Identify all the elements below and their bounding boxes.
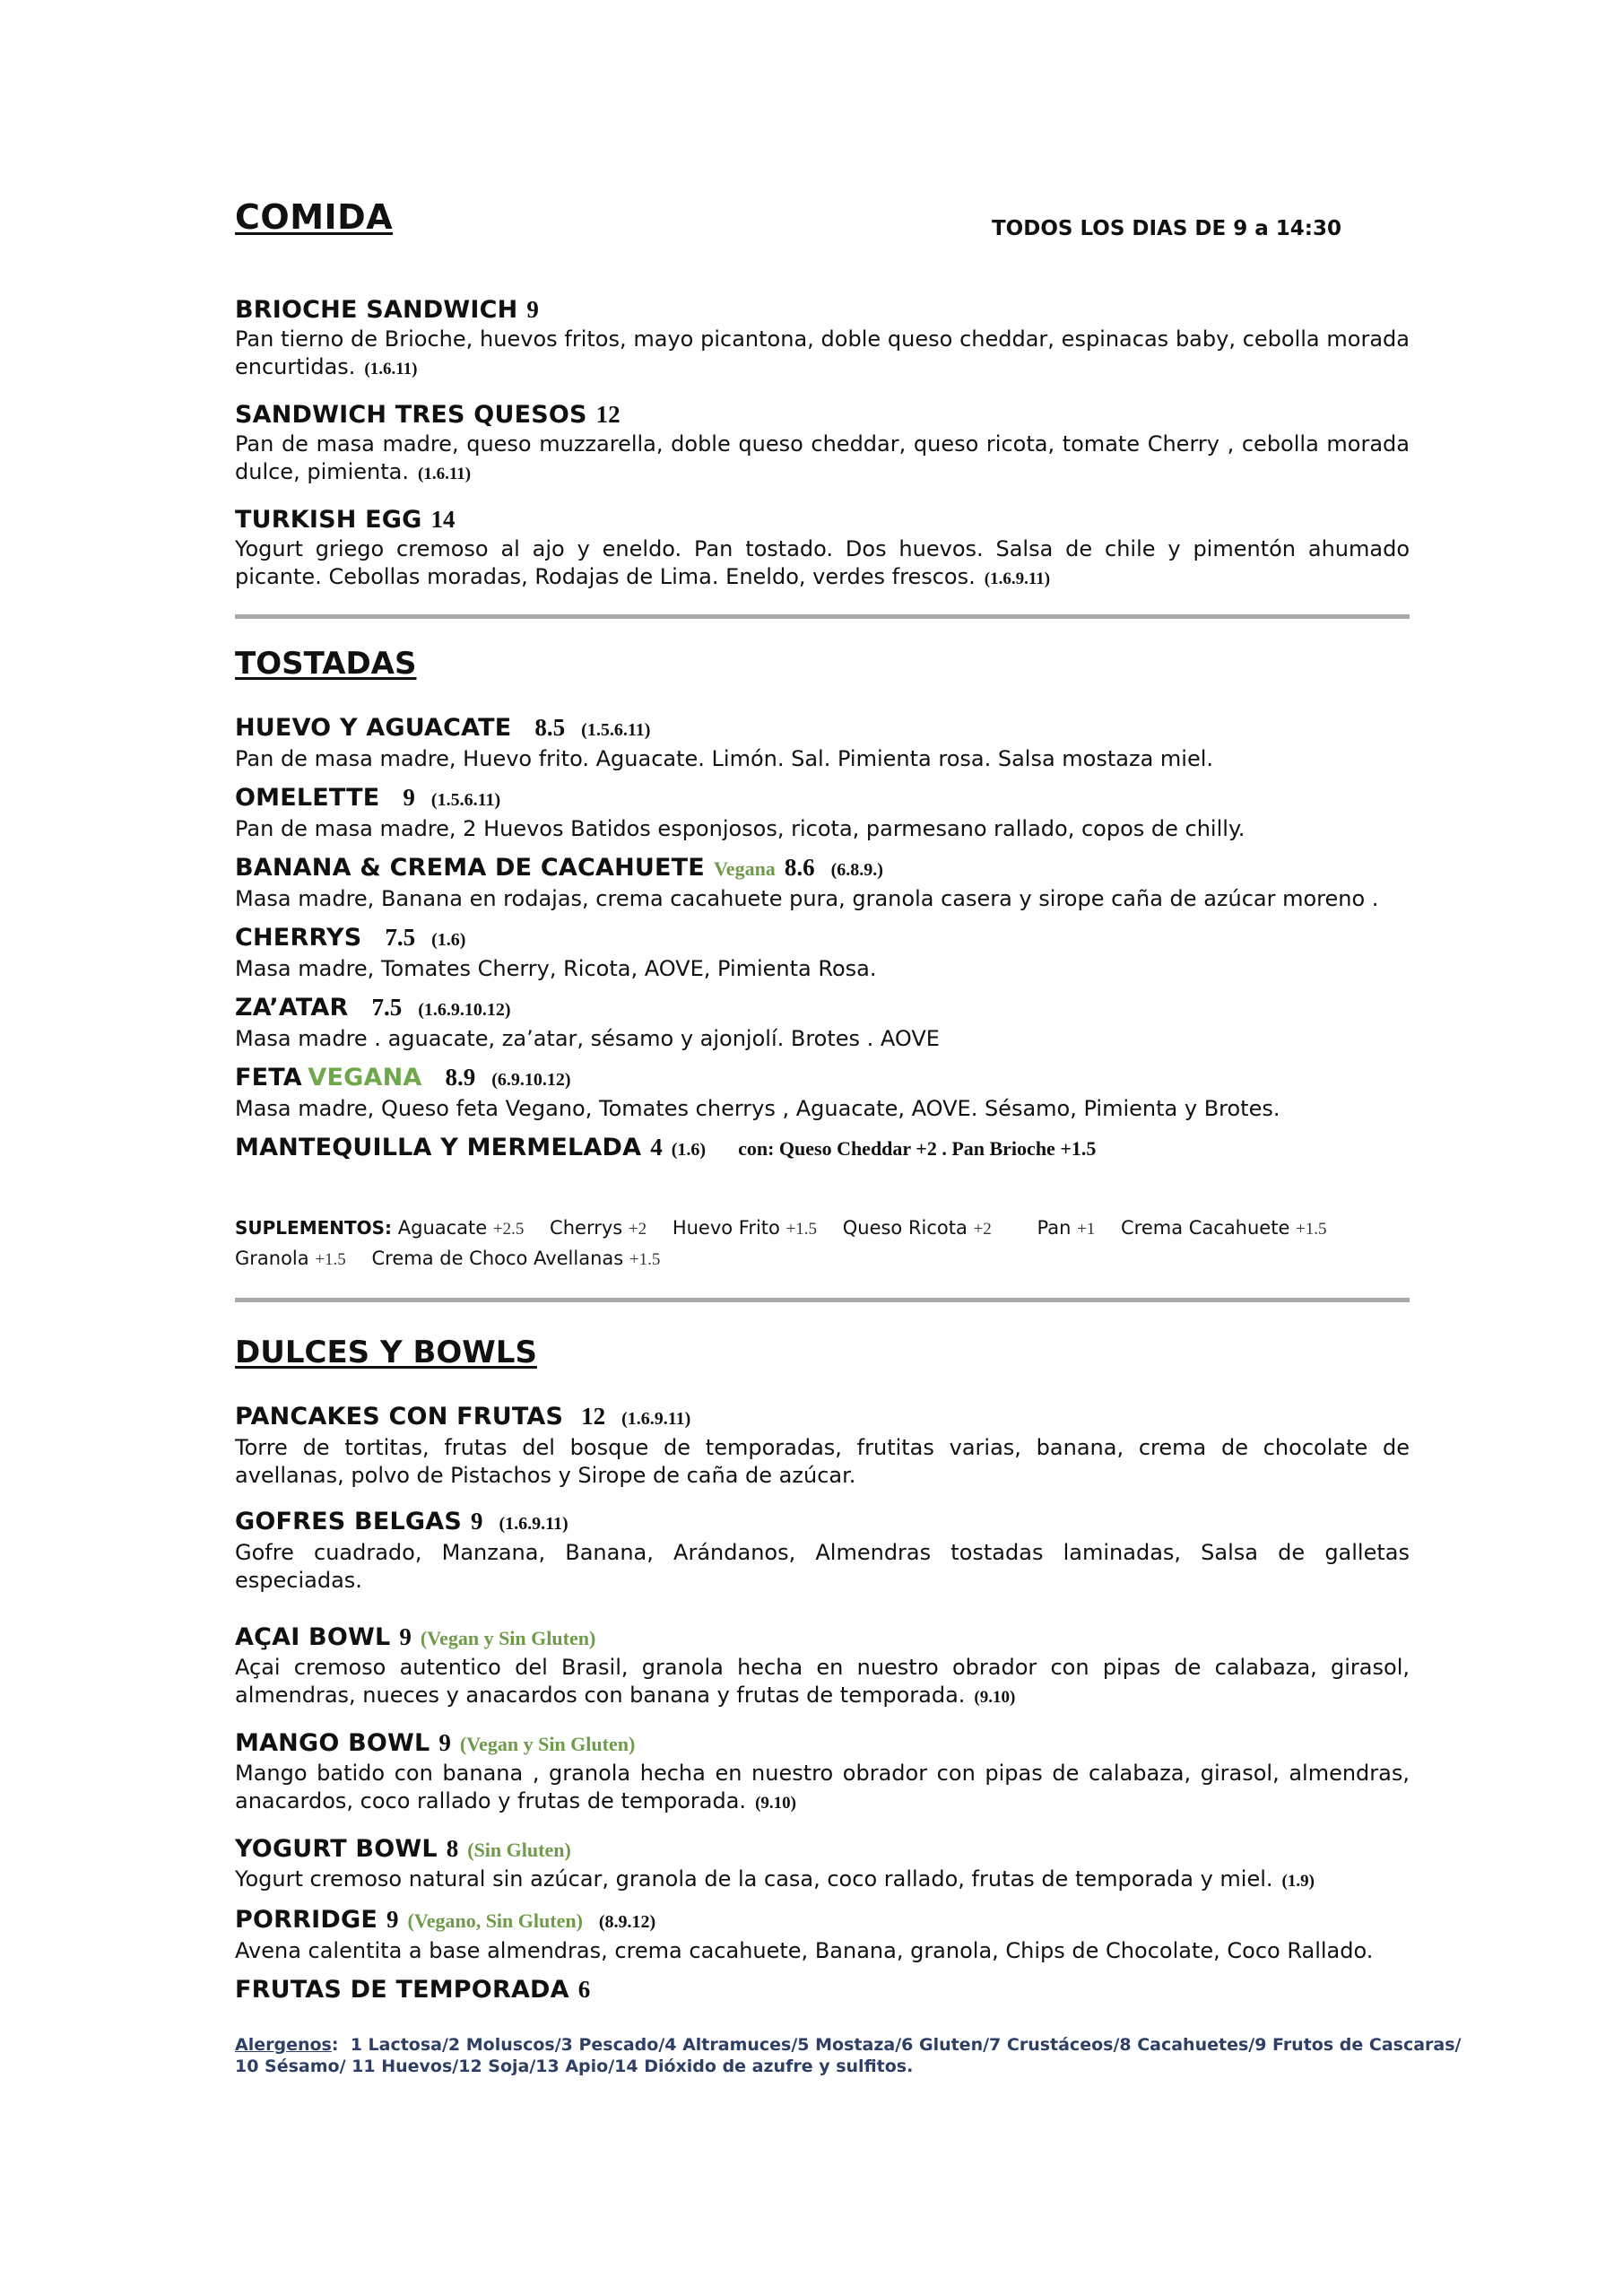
item-allergens: (1.5.6.11) (581, 720, 651, 740)
item-description: Masa madre, Queso feta Vegano, Tomates cherrys , Aguacate, AOVE. Sésamo, Pimienta y Brotes. (235, 1096, 1280, 1121)
menu-item-banana-cacahuete (235, 852, 1410, 913)
diet-tag: (Vegano, Sin Gluten) (407, 1909, 583, 1932)
schedule-text: TODOS LOS DIAS DE 9 a 14:30 (991, 217, 1341, 240)
suplemento-name: Crema de Choco Avellanas (371, 1248, 624, 1269)
item-name: SANDWICH TRES QUESOS (235, 401, 587, 429)
menu-item-feta-vegana (235, 1062, 1410, 1123)
menu-item-mantequilla (235, 1132, 1410, 1165)
item-price: 6 (577, 1976, 591, 2003)
item-description: Masa madre, Tomates Cherry, Ricota, AOVE, Pimienta Rosa. (235, 956, 877, 981)
item-description: Açai cremoso autentico del Brasil, granola hecha en nuestro obrador con pipas de calabaza, girasol, almendras, nueces y anacardos con banana y frutas de temporada. (235, 1655, 1410, 1708)
menu-item-turkish-egg (235, 504, 1410, 593)
allergen-legend-text: 1 Lactosa/2 Moluscos/3 Pescado/4 Altramuces/5 Mostaza/6 Gluten/7 Crustáceos/8 Cacahuetes/9 Frutos de Cascaras/ 10 Sésamo/ 11 Huevos/12 Soja/13 Apio/14 Dióxido de azufre y sulfitos. (235, 2035, 1462, 2076)
item-allergens: (1.6.11) (364, 360, 418, 378)
section-divider (235, 614, 1410, 619)
section-title-comida: COMIDA (235, 197, 394, 237)
suplemento-name: Pan (1037, 1217, 1072, 1239)
item-allergens: (1.6) (671, 1140, 707, 1160)
menu-item-zaatar (235, 992, 1410, 1053)
item-name: BRIOCHE SANDWICH (235, 296, 518, 324)
item-allergens: (1.6) (431, 930, 466, 950)
item-price: 8.5 (534, 714, 566, 741)
item-price: 12 (581, 1403, 606, 1430)
menu-item-cherrys (235, 922, 1410, 983)
item-description: Avena calentita a base almendras, crema cacahuete, Banana, granola, Chips de Chocolate, Coco Rallado. (235, 1938, 1374, 1963)
item-name: TURKISH EGG (235, 506, 422, 534)
item-price: 8.9 (445, 1064, 476, 1091)
item-description: Masa madre, Banana en rodajas, crema cacahuete pura, granola casera y sirope caña de azúcar moreno . (235, 886, 1379, 911)
comida-header (235, 197, 1410, 253)
menu-item-huevo-aguacate (235, 712, 1410, 773)
suplemento-price: +2 (973, 1220, 992, 1239)
item-name: MANGO BOWL (235, 1729, 430, 1757)
item-price: 9 (386, 1906, 399, 1933)
item-allergens: (1.6.9.10.12) (418, 1000, 511, 1020)
item-name: FETA (235, 1064, 302, 1091)
suplemento-name: Crema Cacahuete (1120, 1217, 1290, 1239)
diet-tag: (Sin Gluten) (467, 1839, 571, 1861)
item-allergens: (1.9) (1281, 1872, 1315, 1891)
menu-item-porridge (235, 1904, 1410, 1965)
item-price: 9 (526, 296, 539, 323)
item-allergens: (1.6.9.11) (984, 570, 1051, 588)
item-price: 7.5 (385, 924, 416, 951)
item-description: Masa madre . aguacate, za’atar, sésamo y ajonjolí. Brotes . AOVE (235, 1026, 940, 1051)
item-description: Torre de tortitas, frutas del bosque de temporadas, frutitas varias, banana, crema de chocolate de avellanas, polvo de Pistachos y Sirope de caña de azúcar. (235, 1435, 1410, 1488)
suplementos-label: SUPLEMENTOS: (235, 1217, 393, 1239)
item-allergens: (1.6.11) (418, 465, 472, 483)
section-title-tostadas: TOSTADAS (235, 646, 417, 682)
menu-item-pancakes (235, 1401, 1410, 1490)
item-name: ZA’ATAR (235, 994, 349, 1022)
item-name-vegan: VEGANA (308, 1064, 422, 1091)
item-allergens: (9.10) (755, 1794, 796, 1813)
menu-item-gofres (235, 1506, 1410, 1595)
item-price: 14 (430, 506, 456, 533)
item-name: FRUTAS DE TEMPORADA (235, 1976, 569, 2004)
item-name: GOFRES BELGAS (235, 1508, 462, 1535)
suplemento-name: Queso Ricota (842, 1217, 968, 1239)
menu-item-brioche (235, 294, 1410, 383)
item-price: 9 (403, 784, 415, 811)
item-description: Yogurt griego cremoso al ajo y eneldo. Pan tostado. Dos huevos. Salsa de chile y pimentón ahumado picante. Cebollas moradas, Rodajas de Lima. Eneldo, verdes frescos. (235, 536, 1410, 589)
item-allergens: (9.10) (974, 1688, 1016, 1707)
item-allergens: (8.9.12) (598, 1912, 656, 1932)
menu-item-omelette (235, 782, 1410, 843)
item-price: 12 (595, 401, 621, 428)
item-price: 9 (438, 1729, 451, 1756)
menu-item-yogurt-bowl (235, 1833, 1410, 1895)
item-description: Pan de masa madre, 2 Huevos Batidos esponjosos, ricota, parmesano rallado, copos de chilly. (235, 816, 1245, 841)
diet-tag: (Vegan y Sin Gluten) (459, 1733, 636, 1755)
vegan-tag: Vegana (713, 857, 776, 880)
suplementos (235, 1213, 1410, 1274)
item-price: 8 (446, 1835, 459, 1862)
item-description: Pan de masa madre, queso muzzarella, doble queso cheddar, queso ricota, tomate Cherry , cebolla morada dulce, pimienta. (235, 431, 1410, 484)
menu-item-frutas-temporada (235, 1974, 1410, 2005)
item-price: 9 (470, 1508, 483, 1535)
suplemento-price: +2.5 (492, 1220, 525, 1239)
suplemento-name: Granola (235, 1248, 309, 1269)
suplemento-name: Aguacate (397, 1217, 488, 1239)
item-description: Mango batido con banana , granola hecha en nuestro obrador con pipas de calabaza, girasol, almendras, anacardos, coco rallado y frutas de temporada. (235, 1761, 1410, 1813)
item-price: 4 (650, 1134, 663, 1161)
diet-tag: (Vegan y Sin Gluten) (420, 1627, 596, 1649)
item-description: Gofre cuadrado, Manzana, Banana, Arándanos, Almendras tostadas laminadas, Salsa de galletas especiadas. (235, 1540, 1410, 1593)
item-description: Pan tierno de Brioche, huevos fritos, mayo picantona, doble queso cheddar, espinacas baby, cebolla morada encurtidas. (235, 326, 1410, 379)
item-name: OMELETTE (235, 784, 380, 812)
suplemento-name: Cherrys (550, 1217, 623, 1239)
menu-item-tres-quesos (235, 399, 1410, 488)
item-description: Yogurt cremoso natural sin azúcar, granola de la casa, coco rallado, frutas de temporada y miel. (235, 1866, 1273, 1892)
item-allergens: (1.5.6.11) (430, 790, 501, 810)
item-price: 7.5 (371, 994, 403, 1021)
menu-page (235, 197, 1462, 2077)
suplemento-price: +2 (628, 1220, 647, 1239)
item-description: Pan de masa madre, Huevo frito. Aguacate. Limón. Sal. Pimienta rosa. Salsa mostaza miel. (235, 746, 1214, 771)
item-name: YOGURT BOWL (235, 1835, 438, 1863)
suplemento-price: +1 (1077, 1220, 1096, 1239)
menu-item-acai-bowl (235, 1622, 1410, 1711)
allergen-legend-label: Alergenos (235, 2035, 332, 2055)
item-name: PANCAKES CON FRUTAS (235, 1403, 564, 1431)
item-name: HUEVO Y AGUACATE (235, 714, 512, 742)
item-name: PORRIDGE (235, 1906, 378, 1934)
menu-item-mango-bowl (235, 1727, 1410, 1817)
item-allergens: (6.8.9.) (830, 860, 883, 880)
item-name: AÇAI BOWL (235, 1623, 391, 1651)
item-name: MANTEQUILLA Y MERMELADA (235, 1134, 642, 1161)
allergen-legend: Alergenos: 1 Lactosa/2 Moluscos/3 Pescado/4 Altramuces/5 Mostaza/6 Gluten/7 Crustáceos/8 Cacahuetes/9 Frutos de Cascaras/ 10 Sésamo/ 11 Huevos/12 Soja/13 Apio/14 Dióxido de azufre y sulfitos. (235, 2035, 1462, 2076)
item-price: 8.6 (784, 854, 815, 881)
item-name: CHERRYS (235, 924, 362, 952)
suplemento-name: Huevo Frito (672, 1217, 780, 1239)
item-allergens: (1.6.9.11) (621, 1409, 691, 1429)
section-divider (235, 1298, 1410, 1302)
item-allergens: (6.9.10.12) (491, 1070, 571, 1090)
suplemento-price: +1.5 (785, 1220, 818, 1239)
item-name: BANANA & CREMA DE CACAHUETE (235, 854, 705, 882)
suplemento-price: +1.5 (1296, 1220, 1327, 1239)
item-extras: con: Queso Cheddar +2 . Pan Brioche +1.5 (738, 1137, 1097, 1160)
section-title-dulces: DULCES Y BOWLS (235, 1335, 537, 1370)
suplemento-price: +1.5 (315, 1250, 346, 1269)
suplemento-price: +1.5 (629, 1250, 661, 1269)
item-price: 9 (399, 1623, 412, 1650)
item-allergens: (1.6.9.11) (499, 1514, 568, 1534)
